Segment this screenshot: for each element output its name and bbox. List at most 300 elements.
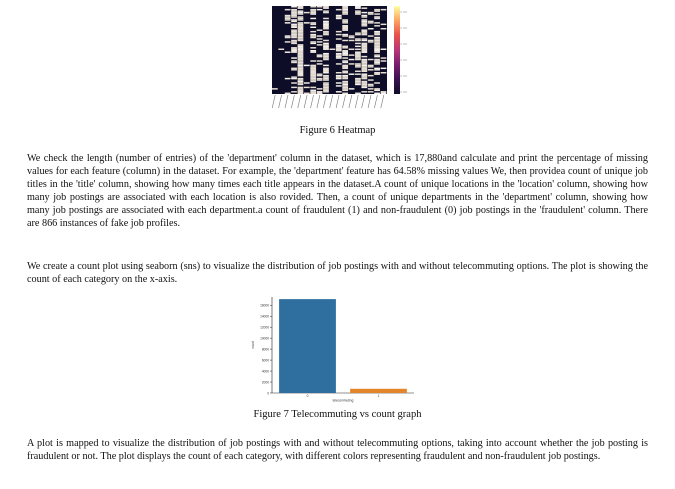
heatmap-cell [310, 78, 316, 79]
heatmap-cell [349, 73, 355, 74]
heatmap-cell [323, 65, 329, 66]
heatmap-cell [342, 25, 348, 26]
heatmap-cell [342, 78, 348, 79]
heatmap-cell [336, 57, 342, 58]
heatmap-cell [336, 15, 342, 16]
heatmap-cell [355, 79, 361, 80]
heatmap-cell [310, 9, 316, 10]
heatmap-cell [368, 69, 374, 70]
y-tick-label: 8000 [261, 347, 269, 352]
heatmap-cell [361, 22, 367, 23]
heatmap-cell [323, 18, 329, 19]
heatmap-cell [368, 75, 374, 76]
heatmap-cell [361, 66, 367, 67]
heatmap-cell [298, 40, 304, 41]
heatmap-cell [342, 34, 348, 35]
heatmap-cell [374, 43, 380, 44]
heatmap-cell [355, 12, 361, 13]
heatmap-cell [298, 51, 304, 52]
heatmap-cell [374, 56, 380, 57]
heatmap-cell [285, 35, 291, 36]
heatmap-cell [368, 12, 374, 13]
heatmap-cell [298, 57, 304, 58]
heatmap-cell [291, 12, 297, 13]
heatmap-cell [381, 93, 387, 94]
heatmap-cell [310, 60, 316, 61]
heatmap-cell [381, 72, 387, 73]
heatmap-cell [361, 46, 367, 47]
colorbar-gradient [394, 6, 400, 94]
y-tick-label: 4000 [261, 369, 269, 374]
heatmap-cell [336, 56, 342, 57]
heatmap-cell [291, 32, 297, 33]
heatmap-cell [342, 60, 348, 61]
heatmap-cell [310, 22, 316, 23]
heatmap-cell [342, 85, 348, 86]
heatmap-cell [336, 63, 342, 64]
heatmap-cell [336, 46, 342, 47]
heatmap-cell [304, 22, 310, 23]
heatmap-cell [342, 19, 348, 20]
heatmap-x-tick-label [342, 95, 345, 108]
heatmap-cell [323, 21, 329, 22]
heatmap-cell [336, 76, 342, 77]
heatmap-cell [310, 65, 316, 66]
heatmap-cell [323, 82, 329, 83]
heatmap-cell [336, 9, 342, 10]
heatmap-cell [285, 93, 291, 94]
heatmap-x-tick-label [317, 95, 320, 108]
heatmap-cell [336, 34, 342, 35]
heatmap-cell [317, 79, 323, 80]
heatmap-cell [342, 93, 348, 94]
heatmap-cell [361, 91, 367, 92]
heatmap-cell [317, 44, 323, 45]
heatmap-cell [298, 69, 304, 70]
heatmap-cell [310, 66, 316, 67]
heatmap-cell [336, 82, 342, 83]
heatmap-cell [342, 62, 348, 63]
heatmap-cell [310, 93, 316, 94]
heatmap-cell [298, 65, 304, 66]
heatmap-cell [355, 71, 361, 72]
heatmap-cell [310, 37, 316, 38]
heatmap-cell [298, 47, 304, 48]
heatmap-cell [323, 22, 329, 23]
heatmap-cell [298, 73, 304, 74]
heatmap-cell [298, 82, 304, 83]
heatmap-cell [342, 7, 348, 8]
heatmap-cell [355, 40, 361, 41]
y-axis-label: count [251, 341, 255, 349]
heatmap-cell [374, 18, 380, 19]
heatmap-x-tick-label [368, 95, 371, 108]
heatmap-cell [298, 44, 304, 45]
heatmap-cell [342, 81, 348, 82]
heatmap-cell [310, 79, 316, 80]
heatmap-cell [317, 60, 323, 61]
heatmap-cell [349, 54, 355, 55]
heatmap-cell [355, 81, 361, 82]
y-tick-label: 12000 [260, 325, 269, 330]
heatmap-cell [323, 7, 329, 8]
heatmap-cell [323, 24, 329, 25]
heatmap-cell [336, 47, 342, 48]
heatmap-cell [361, 56, 367, 57]
heatmap-cell [374, 31, 380, 32]
heatmap-cell [323, 90, 329, 91]
heatmap-cell [323, 40, 329, 41]
heatmap-cell [349, 59, 355, 60]
heatmap-cell [317, 93, 323, 94]
heatmap-cell [310, 34, 316, 35]
y-tick-label: 2000 [261, 380, 269, 385]
heatmap-cell [310, 76, 316, 77]
heatmap-cell [374, 90, 380, 91]
count-plot-bars [279, 299, 407, 393]
heatmap-cell [342, 47, 348, 48]
heatmap-cell [291, 37, 297, 38]
heatmap-cell [298, 53, 304, 54]
heatmap-cell [381, 49, 387, 50]
heatmap-cell [374, 51, 380, 52]
heatmap-cell [298, 81, 304, 82]
heatmap-cell [285, 18, 291, 19]
heatmap-cell [285, 51, 291, 52]
heatmap-cell [342, 9, 348, 10]
heatmap-cell [368, 88, 374, 89]
heatmap-cell [323, 76, 329, 77]
heatmap-cell [361, 25, 367, 26]
heatmap-cell [323, 47, 329, 48]
heatmap-cell [355, 53, 361, 54]
heatmap-cell [336, 38, 342, 39]
heatmap-cell [374, 25, 380, 26]
heatmap-cell [298, 35, 304, 36]
heatmap-x-tick-labels [272, 95, 384, 108]
heatmap-cell [336, 50, 342, 51]
heatmap-cell [310, 24, 316, 25]
heatmap-cell [323, 72, 329, 73]
heatmap-cell [361, 15, 367, 16]
y-tick-label: 0 [267, 391, 269, 396]
bar-1 [350, 389, 407, 393]
heatmap-cell [291, 40, 297, 41]
heatmap-cell [298, 75, 304, 76]
heatmap-cell [361, 68, 367, 69]
heatmap-cell [361, 75, 367, 76]
figure-6-caption: Figure 6 Heatmap [299, 125, 376, 136]
figure-7-caption: Figure 7 Telecommuting vs count graph [253, 409, 422, 420]
heatmap-cell [285, 37, 291, 38]
heatmap-cell [298, 54, 304, 55]
heatmap-cell [342, 12, 348, 13]
heatmap-cell [368, 84, 374, 85]
heatmap-cell [342, 28, 348, 29]
heatmap-cell [374, 34, 380, 35]
heatmap-cell [374, 37, 380, 38]
heatmap-cell [361, 51, 367, 52]
heatmap-cell [355, 46, 361, 47]
heatmap-cell [342, 51, 348, 52]
heatmap-cell [374, 47, 380, 48]
heatmap-cell [374, 49, 380, 50]
heatmap-cell [336, 49, 342, 50]
heatmap-cell [285, 41, 291, 42]
heatmap-x-tick-label [381, 95, 384, 108]
heatmap-cell [298, 28, 304, 29]
heatmap-cell [374, 54, 380, 55]
heatmap-x-tick-label [374, 95, 377, 108]
heatmap-cell [298, 66, 304, 67]
heatmap-cell [381, 60, 387, 61]
heatmap-cell [374, 10, 380, 11]
heatmap-cell [291, 19, 297, 20]
heatmap-cell [361, 69, 367, 70]
heatmap-cell [310, 27, 316, 28]
heatmap-cell [298, 60, 304, 61]
heatmap-cell [291, 10, 297, 11]
heatmap-cell [317, 54, 323, 55]
heatmap-cell [342, 57, 348, 58]
heatmap-cell [317, 38, 323, 39]
heatmap-cell [291, 25, 297, 26]
heatmap-cell [285, 9, 291, 10]
heatmap-x-tick-label [285, 95, 288, 108]
heatmap-cell [310, 47, 316, 48]
heatmap-cell [342, 68, 348, 69]
heatmap-cell [323, 53, 329, 54]
heatmap-x-tick-label [272, 95, 275, 108]
heatmap-cell [298, 16, 304, 17]
heatmap-cell [291, 69, 297, 70]
heatmap-cell [342, 53, 348, 54]
heatmap-cell [291, 82, 297, 83]
heatmap-cell [368, 66, 374, 67]
heatmap-cell [355, 6, 361, 7]
heatmap-cell [291, 47, 297, 48]
heatmap-cell [342, 27, 348, 28]
heatmap-cell [298, 62, 304, 63]
missing-values-heatmap [270, 4, 410, 124]
heatmap-cell [368, 40, 374, 41]
heatmap-cell [342, 6, 348, 7]
heatmap-cell [323, 32, 329, 33]
heatmap-cell [374, 59, 380, 60]
heatmap-cell [355, 93, 361, 94]
heatmap-cell [374, 88, 380, 89]
heatmap-cell [361, 43, 367, 44]
heatmap-cell [304, 12, 310, 13]
heatmap-cell [317, 88, 323, 89]
heatmap-cell [291, 87, 297, 88]
heatmap-cell [310, 50, 316, 51]
heatmap-cell [349, 88, 355, 89]
heatmap-cell [291, 24, 297, 25]
heatmap-cell [336, 78, 342, 79]
heatmap-cell [291, 13, 297, 14]
heatmap-cell [310, 91, 316, 92]
heatmap-cell [336, 53, 342, 54]
heatmap-cell [323, 25, 329, 26]
heatmap-cell [323, 6, 329, 7]
heatmap-cell [374, 41, 380, 42]
heatmap-cell [285, 19, 291, 20]
heatmap-cell [285, 22, 291, 23]
heatmap-cell [310, 51, 316, 52]
heatmap-cell [291, 35, 297, 36]
heatmap-cell [361, 84, 367, 85]
heatmap-cell [298, 63, 304, 64]
heatmap-cell [310, 87, 316, 88]
heatmap-cell [381, 9, 387, 10]
heatmap-cell [361, 29, 367, 30]
heatmap-cell [336, 75, 342, 76]
heatmap-cell [381, 57, 387, 58]
heatmap-cell [298, 10, 304, 11]
heatmap-cell [355, 10, 361, 11]
heatmap-cell [298, 34, 304, 35]
heatmap-cell [361, 63, 367, 64]
heatmap-cell [298, 78, 304, 79]
x-tick-label: 1 [377, 394, 380, 398]
heatmap-cell [368, 79, 374, 80]
heatmap-cell [323, 59, 329, 60]
heatmap-cell [336, 85, 342, 86]
heatmap-cell [310, 31, 316, 32]
heatmap-cell [374, 9, 380, 10]
heatmap-cell [361, 49, 367, 50]
heatmap-cell [349, 37, 355, 38]
heatmap-cell [291, 34, 297, 35]
heatmap-x-tick-label [355, 95, 358, 108]
heatmap-cell [355, 63, 361, 64]
heatmap-cell [355, 7, 361, 8]
heatmap-cell [298, 6, 304, 7]
heatmap-cell [304, 65, 310, 66]
heatmap-cell [291, 16, 297, 17]
heatmap-cell [298, 31, 304, 32]
heatmap-cell [368, 41, 374, 42]
heatmap-cell [310, 6, 316, 7]
heatmap-cell [291, 91, 297, 92]
heatmap-cell [323, 88, 329, 89]
heatmap-cell [310, 35, 316, 36]
heatmap-cell [298, 32, 304, 33]
heatmap-x-tick-label [323, 95, 326, 108]
heatmap-cell [298, 49, 304, 50]
heatmap-cell [361, 60, 367, 61]
heatmap-cell [374, 50, 380, 51]
heatmap-cell [278, 49, 284, 50]
heatmap-x-tick-label [330, 95, 333, 108]
heatmap-cell [361, 81, 367, 82]
heatmap-cell [298, 90, 304, 91]
heatmap-cell [355, 66, 361, 67]
heatmap-cell [342, 50, 348, 51]
heatmap-cell [381, 28, 387, 29]
heatmap-cell [298, 88, 304, 89]
heatmap-cell [317, 78, 323, 79]
heatmap-cell [368, 91, 374, 92]
heatmap-cell [291, 15, 297, 16]
heatmap-cell [285, 16, 291, 17]
heatmap-cell [298, 19, 304, 20]
heatmap-cell [361, 24, 367, 25]
heatmap-cell [291, 76, 297, 77]
heatmap-cell [298, 56, 304, 57]
heatmap-cell [298, 13, 304, 14]
heatmap-x-tick-label [298, 95, 301, 108]
heatmap-cell [368, 59, 374, 60]
heatmap-cell [374, 73, 380, 74]
heatmap-cell [298, 68, 304, 69]
heatmap-cell [317, 41, 323, 42]
heatmap-cell [361, 40, 367, 41]
heatmap-cell [323, 68, 329, 69]
heatmap-cell [291, 43, 297, 44]
heatmap-cell [349, 49, 355, 50]
heatmap-cell [349, 35, 355, 36]
heatmap-cell [355, 34, 361, 35]
heatmap-cell [310, 12, 316, 13]
heatmap-cell [374, 16, 380, 17]
heatmap-cell [342, 22, 348, 23]
y-tick-label: 16000 [260, 303, 269, 308]
heatmap-cell [298, 27, 304, 28]
heatmap-cell [298, 37, 304, 38]
heatmap-cell [355, 65, 361, 66]
heatmap-cell [361, 19, 367, 20]
heatmap-cell [342, 54, 348, 55]
heatmap-cell [381, 68, 387, 69]
heatmap-cell [291, 6, 297, 7]
heatmap-cell [323, 28, 329, 29]
heatmap-cell [310, 71, 316, 72]
heatmap-cell [323, 10, 329, 11]
heatmap-cell [368, 13, 374, 14]
heatmap-cell [323, 12, 329, 13]
heatmap-cell [361, 82, 367, 83]
heatmap-cell [323, 75, 329, 76]
heatmap-cell [342, 87, 348, 88]
heatmap-cell [310, 68, 316, 69]
body-paragraph-3: A plot is mapped to visualize the distribution of job postings with and without telecommuting options, taking into account whether the job posting is fraudulent or not. The plot displays the count of each category, with different colors representing fraudulent and non-fraudulent job postings. [27, 438, 648, 462]
heatmap-cell [298, 71, 304, 72]
heatmap-cell [310, 90, 316, 91]
telecommuting-count-plot [248, 293, 416, 403]
heatmap-cell [291, 21, 297, 22]
heatmap-cell [355, 43, 361, 44]
heatmap-cell [355, 54, 361, 55]
heatmap-cell [336, 72, 342, 73]
heatmap-cell [298, 7, 304, 8]
y-tick-label: 14000 [260, 314, 269, 319]
heatmap-cell [361, 21, 367, 22]
heatmap-cell [310, 41, 316, 42]
heatmap-cell [342, 82, 348, 83]
heatmap-cell [317, 9, 323, 10]
heatmap-cell [355, 13, 361, 14]
heatmap-cell [361, 47, 367, 48]
heatmap-cell [310, 18, 316, 19]
heatmap-cell [298, 18, 304, 19]
body-paragraph-2: We create a count plot using seaborn (sns) to visualize the distribution of job postings with and without telecommuting options. The plot is showing the count of each category on the x-axis. [27, 261, 648, 285]
heatmap-x-tick-label [304, 95, 307, 108]
heatmap-cell [285, 78, 291, 79]
heatmap-cell [374, 72, 380, 73]
heatmap-cell [355, 51, 361, 52]
